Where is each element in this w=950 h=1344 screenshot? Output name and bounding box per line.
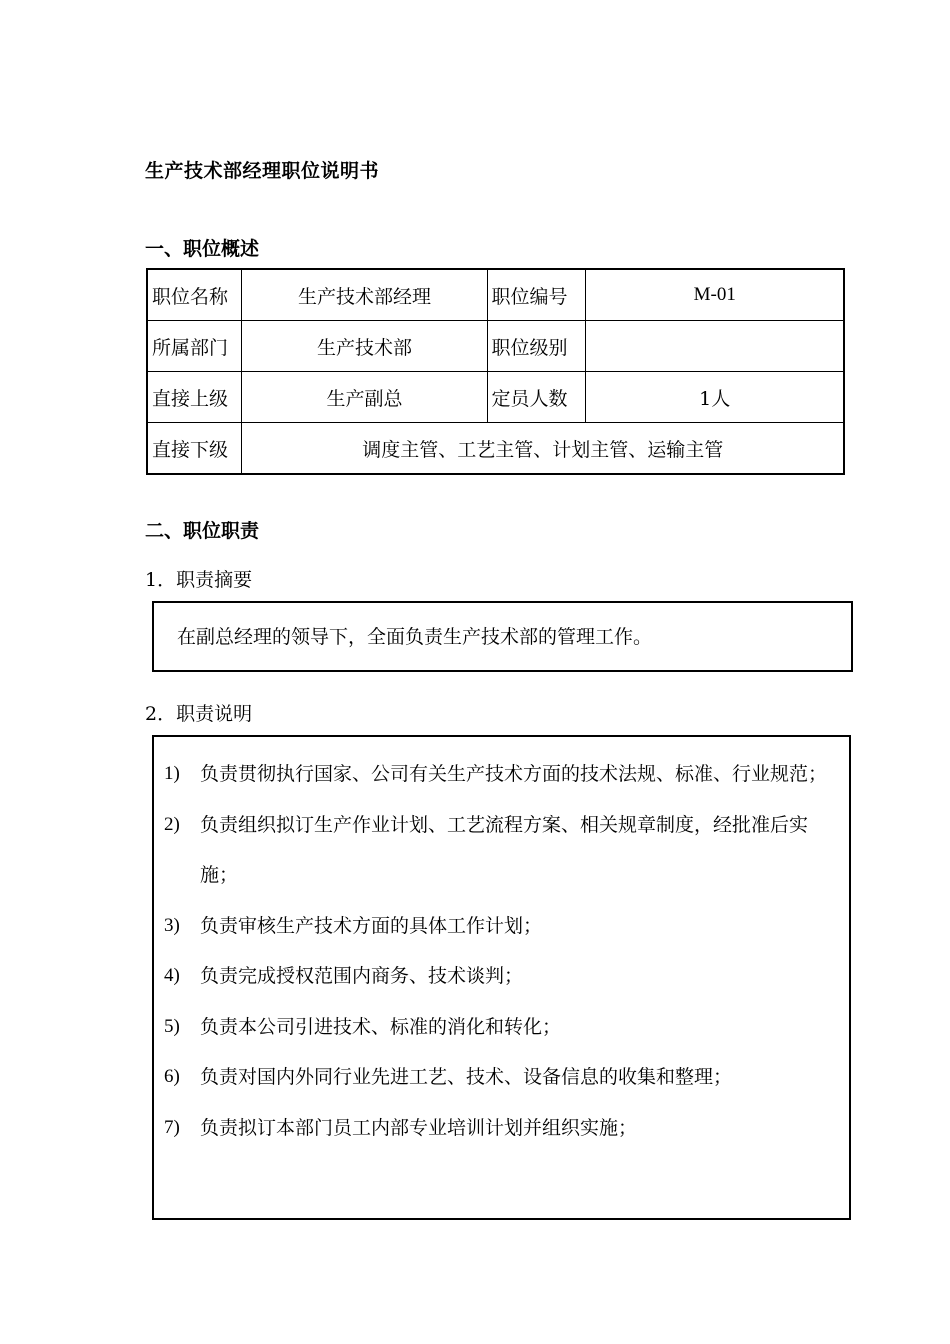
value-direct-subordinates: 调度主管、工艺主管、计划主管、运输主管 bbox=[242, 423, 844, 475]
list-item bbox=[164, 1052, 844, 1103]
document-title: 生产技术部经理职位说明书 bbox=[145, 160, 380, 182]
duty-text: 负责拟订本部门员工内部专业培训计划并组织实施； bbox=[200, 1116, 638, 1139]
label-position-level: 职位级别 bbox=[487, 321, 586, 372]
duty-number: 2) bbox=[164, 813, 180, 835]
duty-number: 3) bbox=[164, 914, 180, 936]
duty-number: 6) bbox=[164, 1066, 180, 1087]
table-row bbox=[147, 269, 844, 321]
duties-heading: 2．职责说明 bbox=[145, 703, 253, 725]
value-position-code: M-01 bbox=[586, 269, 844, 321]
value-headcount: 1人 bbox=[586, 372, 844, 423]
duty-number: 1) bbox=[164, 763, 180, 784]
label-position-code: 职位编号 bbox=[487, 269, 586, 321]
duty-number: 7) bbox=[164, 1116, 180, 1138]
duties-box bbox=[152, 735, 851, 1220]
duties-list bbox=[164, 749, 844, 1153]
label-direct-superior: 直接上级 bbox=[147, 372, 242, 423]
table-row bbox=[147, 372, 844, 423]
list-item bbox=[164, 1103, 844, 1154]
duty-text: 负责组织拟订生产作业计划、工艺流程方案、相关规章制度，经批准后实施； bbox=[200, 813, 809, 886]
section-overview-heading: 一、职位概述 bbox=[145, 238, 260, 260]
value-direct-superior: 生产副总 bbox=[242, 372, 487, 423]
label-position-name: 职位名称 bbox=[147, 269, 242, 321]
duty-text: 负责对国内外同行业先进工艺、技术、设备信息的收集和整理； bbox=[200, 1066, 733, 1088]
duty-text: 负责完成授权范围内商务、技术谈判； bbox=[200, 965, 524, 987]
duty-text: 负责贯彻执行国家、公司有关生产技术方面的技术法规、标准、行业规范； bbox=[200, 763, 828, 785]
list-item bbox=[164, 901, 844, 952]
summary-heading: 1．职责摘要 bbox=[145, 569, 253, 591]
list-item bbox=[164, 1002, 844, 1053]
list-item bbox=[164, 800, 844, 901]
duty-number: 5) bbox=[164, 1015, 180, 1037]
summary-text: 在副总经理的领导下，全面负责生产技术部的管理工作。 bbox=[177, 626, 653, 648]
list-item bbox=[164, 749, 844, 800]
summary-box bbox=[152, 601, 853, 672]
value-department: 生产技术部 bbox=[242, 321, 487, 372]
duty-number: 4) bbox=[164, 965, 180, 986]
value-position-level bbox=[586, 321, 844, 372]
value-position-name: 生产技术部经理 bbox=[242, 269, 487, 321]
overview-table bbox=[146, 268, 845, 475]
section-duties-heading: 二、职位职责 bbox=[145, 520, 260, 542]
label-department: 所属部门 bbox=[147, 321, 242, 372]
table-row bbox=[147, 321, 844, 372]
list-item bbox=[164, 951, 844, 1002]
label-headcount: 定员人数 bbox=[487, 372, 586, 423]
duty-text: 负责本公司引进技术、标准的消化和转化； bbox=[200, 1015, 562, 1038]
table-row bbox=[147, 423, 844, 475]
label-direct-subordinates: 直接下级 bbox=[147, 423, 242, 475]
duty-text: 负责审核生产技术方面的具体工作计划； bbox=[200, 914, 543, 937]
